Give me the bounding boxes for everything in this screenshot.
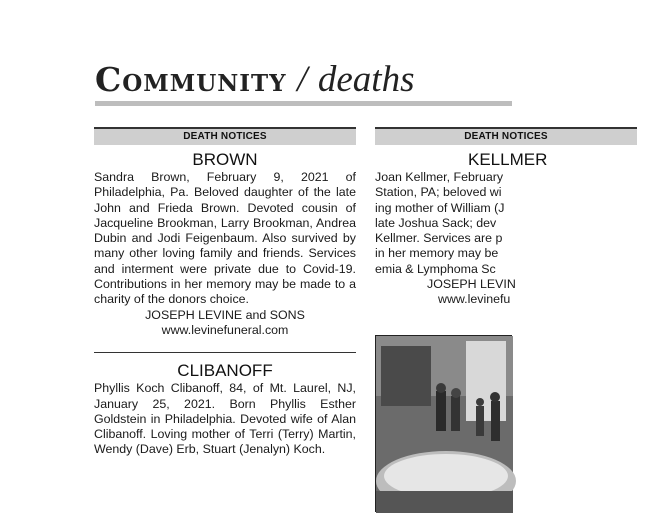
notice-name: KELLMER [468, 150, 548, 169]
notice-name: CLIBANOFF [177, 361, 273, 381]
funeral-home: JOSEPH LEVINE and SONS [145, 307, 305, 322]
notice-name: BROWN [192, 150, 258, 169]
funeral-website: www.levinefu [438, 292, 511, 307]
notice-divider [94, 352, 356, 353]
page-title [95, 58, 414, 102]
notice-body: Phyllis Koch Clibanoff, 84, of Mt. Laurel, NJ, January 25, 2021. Born Phyllis Esther Goldstein in Philadelphia. Devoted wife of Alan Clibanoff. Loving mother of Terri (Terry) Martin, Wendy (Dave) Erb, Stuart (Jenalyn) Koch. [94, 381, 356, 457]
death-notices-header: DEATH NOTICES [94, 127, 356, 145]
notice-line: emia & Lymphoma Sc [375, 261, 496, 276]
funeral-website: www.levinefuneral.com [161, 322, 289, 337]
subsection-title: deaths [317, 59, 415, 100]
title-separator: / [297, 59, 308, 100]
section-title: Community [95, 60, 287, 99]
notice-body: Sandra Brown, February 9, 2021 of Philadelphia, Pa. Beloved daughter of the late John and Frieda Brown. Devoted cousin of Jacqueline Brookman, Larry Brookman, Andrea Dubin and Jodi Feigenbaum. Also survived by many other loving family and friends. Services and interment were private due to Covid-19. Contributions in her memory may be made to a charity of the donors choice. [94, 170, 356, 307]
funeral-home: JOSEPH LEVIN [427, 277, 516, 292]
photo-image [376, 336, 513, 513]
notice-line: in her memory may be [375, 246, 499, 261]
memorial-photo [375, 335, 512, 512]
death-notices-header: DEATH NOTICES [375, 127, 637, 145]
notice-line: late Joshua Sack; dev [375, 215, 497, 230]
right-column [375, 127, 548, 308]
notice-line: Kellmer. Services are p [375, 231, 503, 246]
left-column [94, 127, 356, 458]
notice-line: Station, PA; beloved wi [375, 185, 502, 200]
notice-line: Joan Kellmer, February [375, 170, 504, 184]
title-rule [95, 101, 512, 106]
notice-line: ing mother of William (J [375, 200, 505, 215]
